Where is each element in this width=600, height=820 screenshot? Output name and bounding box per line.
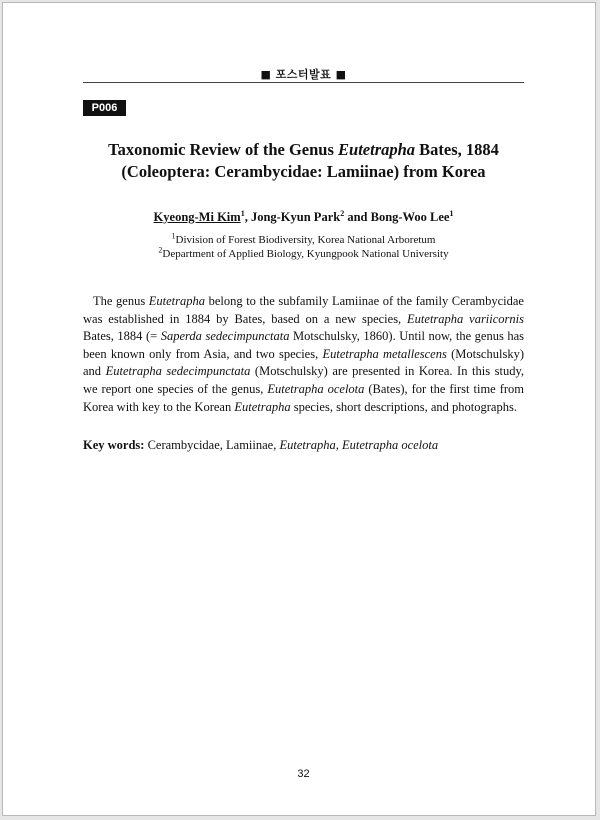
page-number: 32 [297,768,310,780]
abstract-italic-segment: Eutetrapha [148,294,206,308]
abstract-italic-segment: Eutetrapha ocelota [267,381,365,396]
abstract-text-segment: species, short descriptions, and photographs. [290,399,517,414]
abstract-italic-segment: Eutetrapha sedecimpunctata [105,364,251,379]
page [2,2,596,816]
author-3: and Bong-Woo Lee [344,210,450,224]
keywords [83,437,524,454]
author-list [83,210,524,225]
abstract-text-segment: Bates, 1884 (= [83,329,161,344]
affiliation-1: $^1$Division of Forest Biodiversity, Korea National Arboretum [171,231,436,246]
author-1-affiliation-mark: 1 [240,208,245,218]
keywords-label: Key words: [83,438,145,452]
abstract-text-segment: belong to the subfamily Lamiinae of the family Cerambycidae was established in 1884 by Bates, based on a new species, [83,294,524,326]
affiliations [83,233,524,261]
abstract-text-segment: Motschulsky, 1860). Until now, the genus has been known only from Asia, and two species, [83,329,525,361]
author-1: Kyeong-Mi Kim [153,210,241,224]
abstract-text-segment: The genus [93,294,149,308]
section-header: ■ 포스터발표 ■ [260,68,347,81]
author-2-affiliation-mark: 2 [340,208,345,218]
paper-code-badge: P006 [83,100,126,116]
paper-title [83,139,524,183]
abstract-text-segment: (Motschulsky) and [83,346,524,379]
title-line1-pre: Taxonomic Review of the Genus [108,140,339,159]
abstract-italic-segment: Eutetrapha [234,399,291,414]
author-2: , Jong-Kyun Park [244,210,341,224]
abstract-text-segment: (Bates), for the first time from Korea with key to the Korean [83,381,524,414]
header-divider [83,82,524,83]
title-line1-italic: Eutetrapha [338,140,416,159]
abstract-italic-segment: Eutetrapha variicornis [407,311,525,326]
title-line1-post: Bates, 1884 [415,140,499,159]
abstract-text-segment: (Motschulsky) are presented in Korea. In this study, we report one species of the genus, [83,364,525,396]
affiliation-2: $^2$Department of Applied Biology, Kyungpook National University [158,245,449,260]
title-line2: (Coleoptera: Cerambycidae: Lamiinae) from Korea [121,162,486,181]
author-3-affiliation-mark: 1 [449,208,454,218]
abstract-italic-segment: Saperda sedecimpunctata [160,329,290,344]
keywords-italic: Eutetrapha, Eutetrapha ocelota [279,438,439,452]
abstract-body [83,293,524,416]
keywords-plain: Cerambycidae, Lamiinae, [144,438,280,452]
abstract-italic-segment: Eutetrapha metallescens [322,346,447,361]
